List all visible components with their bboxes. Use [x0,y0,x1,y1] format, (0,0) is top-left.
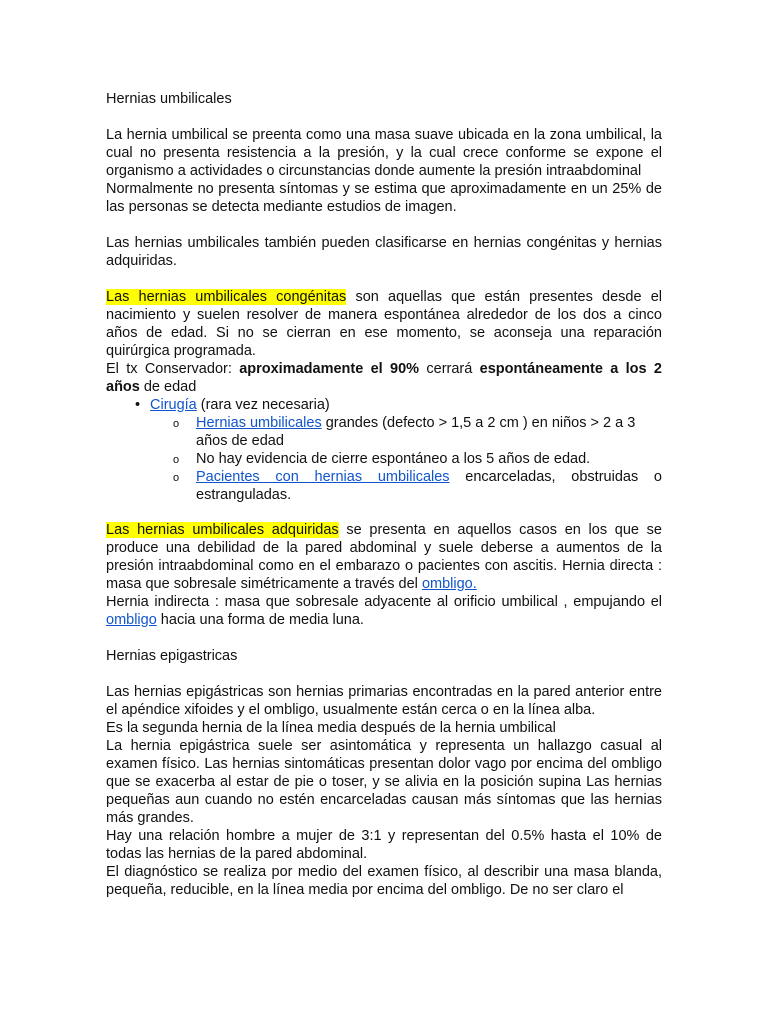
list-item-indication [196,468,662,504]
paragraph-conservative-tx [106,360,662,396]
document-body [106,90,662,899]
highlight-congenital: Las hernias umbilicales congénitas [106,289,347,305]
indirect-text: Hernia indirecta : masa que sobresale adyacente al orificio umbilical , empujando el [106,594,662,610]
paragraph-classification: Las hernias umbilicales también pueden clasificarse en hernias congénitas y hernias adquiridas. [106,235,662,269]
indication-text: No hay evidencia de cierre espontáneo a los 5 años de edad. [196,451,591,467]
paragraph-epigastric-second: Es la segunda hernia de la línea media después de la hernia umbilical [106,720,556,736]
highlight-acquired: Las hernias umbilicales adquiridas [106,522,339,538]
cirugia-link[interactable]: Cirugía [150,397,197,413]
ombligo-link[interactable]: ombligo. [421,576,477,592]
tx-percent-bold: aproximadamente el 90% [239,361,420,377]
paragraph-umbilical-symptoms: Normalmente no presenta síntomas y se estima que aproximadamente en un 25% de las personas se detecta mediante estudios de imagen. [106,181,662,215]
list-item-surgery [150,396,662,504]
indirect-text-end: hacia una forma de media luna. [156,612,364,628]
list-item-indication [196,450,662,468]
hernias-umbilicales-link[interactable]: Hernias umbilicales [196,415,322,431]
surgery-indications-list [150,414,662,504]
tx-years-bold: espontáneamente a los 2 años [106,361,662,395]
indication-text: grandes (defecto > 1,5 a 2 cm ) en niños > 2 a 3 años de edad [196,415,636,449]
tx-mid: cerrará [419,361,480,377]
paragraph-acquired [106,521,662,593]
list-item-indication [196,414,662,450]
cirugia-note: (rara vez necesaria) [196,397,330,413]
tx-label: El tx Conservador: [106,361,240,377]
indication-text: encarceladas, obstruidas o estranguladas. [196,469,662,503]
pacientes-hernias-link[interactable]: Pacientes con hernias umbilicales [196,469,450,485]
acquired-text: se presenta en aquellos casos en los que se produce una debilidad de la pared abdominal y suele deberse a aumentos de la presión intraabdominal como en el embarazo o pacientes con ascitis. Hernia directa : masa que sobresale simétricamente a través del [106,522,662,592]
paragraph-indirect-hernia [106,593,662,629]
heading-hernias-umbilicales: Hernias umbilicales [106,91,232,107]
paragraph-congenital [106,288,662,360]
heading-hernias-epigastricas: Hernias epigastricas [106,648,238,664]
paragraph-epigastric-ratio: Hay una relación hombre a mujer de 3:1 y representan del 0.5% hasta el 10% de todas las hernias de la pared abdominal. [106,828,662,862]
tx-end: de edad [139,379,197,395]
paragraph-epigastric-symptoms: La hernia epigástrica suele ser asintomática y representa un hallazgo casual al examen físico. Las hernias sintomáticas presentan dolor vago por encima del ombligo que se exacerba al estar de pie o toser, y se alivia en la posición supina Las hernias pequeñas aun cuando no estén encarceladas causan más síntomas que las hernias más grandes. [106,738,662,826]
surgery-list [106,396,662,504]
paragraph-epigastric-diagnosis: El diagnóstico se realiza por medio del examen físico, al describir una masa blanda, pequeña, reducible, en la línea media por encima del ombligo. De no ser claro el [106,864,662,898]
paragraph-epigastric-intro: Las hernias epigástricas son hernias primarias encontradas en la pared anterior entre el apéndice xifoides y el ombligo, usualmente están cerca o en la línea alba. [106,684,662,718]
congenital-text: son aquellas que están presentes desde el nacimiento y suelen resolver de manera espontánea alrededor de los dos a cinco años de edad. Si no se cierran en ese momento, se aconseja una reparación quirúrgica programada. [106,289,662,359]
paragraph-umbilical-intro: La hernia umbilical se preenta como una masa suave ubicada en la zona umbilical, la cual no presenta resistencia a la presión, y la cual crece conforme se expone el organismo a actividades o circunstancias donde aumente la presión intraabdominal [106,127,662,179]
ombligo-link-2[interactable]: ombligo [106,612,157,628]
